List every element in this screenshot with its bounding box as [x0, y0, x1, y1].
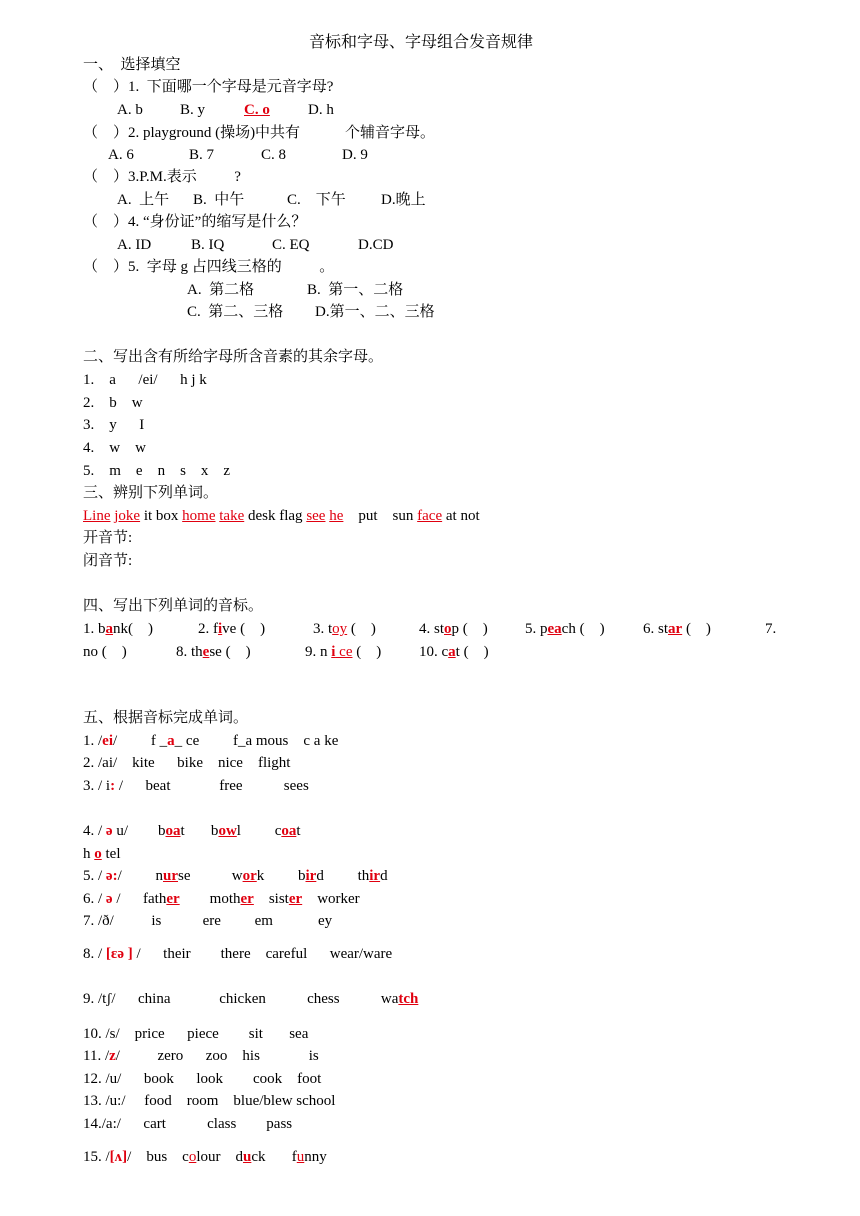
phonetic-item: no ( ) — [83, 644, 127, 660]
sound-row: 15. /[ʌ]/ bus colour duck funny — [83, 1149, 327, 1165]
sound-row: 11. /z/ zero zoo his is — [83, 1048, 319, 1064]
section5-heading: 五、根据音标完成单词。 — [83, 710, 249, 726]
q3-option-b: B. 中午 — [193, 192, 245, 208]
q3-option-c: C. 下午 — [287, 192, 346, 208]
sound-row: 13. /u:/ food room blue/blew school — [83, 1093, 336, 1109]
word-open: he — [329, 508, 344, 524]
phonetic-item: 1. bank( ) — [83, 621, 153, 637]
sound-row: 5. / ə:/ nurse work bird third — [83, 868, 388, 884]
q1-stem: （ ）1. 下面哪一个字母是元音字母? — [83, 79, 334, 95]
q3-option-d: D.晚上 — [381, 192, 426, 208]
section1-heading: 一、 选择填空 — [83, 57, 181, 73]
word-closed: put sun — [343, 508, 418, 524]
section2-item: 1. a /ei/ h j k — [83, 372, 207, 388]
sound-row: 2. /ai/ kite bike nice flight — [83, 755, 291, 771]
q5-option-a: A. 第二格 — [187, 282, 255, 298]
word-open: face — [417, 508, 443, 524]
q4-stem: （ ）4. “身份证”的缩写是什么？ — [83, 214, 307, 230]
word-open: take — [219, 508, 245, 524]
section2-item: 3. y I — [83, 417, 145, 433]
phonetic-item: 2. five ( ) — [198, 621, 266, 637]
phonetic-item: 9. n i ce ( ) — [305, 644, 382, 660]
sound-row: 10. /s/ price piece sit sea — [83, 1026, 309, 1042]
q1-option-b: B. y — [180, 102, 206, 118]
word-closed: at not — [442, 508, 480, 524]
q5-option-d: D.第一、二、三格 — [315, 304, 435, 320]
section2-item: 2. b w — [83, 395, 143, 411]
sound-row: 3. / i: / beat free sees — [83, 778, 309, 794]
q4-option-b: B. IQ — [191, 237, 225, 253]
q2-option-d: D. 9 — [342, 147, 368, 163]
word-closed: it box — [140, 508, 183, 524]
q4-option-a: A. ID — [117, 237, 152, 253]
word-open: home — [182, 508, 216, 524]
q5-stem: （ ）5. 字母 g 占四线三格的 。 — [83, 259, 335, 275]
q2-option-a: A. 6 — [108, 147, 134, 163]
section2-item: 5. m e n s x z — [83, 463, 231, 479]
word-closed: desk flag — [244, 508, 307, 524]
word-list — [83, 506, 480, 526]
word-open: see — [306, 508, 326, 524]
sound-row: 7. /ð/ is ere em ey — [83, 913, 333, 929]
q2-option-b: B. 7 — [189, 147, 215, 163]
sound-row: h o tel — [83, 846, 121, 862]
section2-item: 4. w w — [83, 440, 146, 456]
page-title: 音标和字母、字母组合发音规律 — [309, 34, 534, 51]
phonetic-item: 8. these ( ) — [176, 644, 251, 660]
phonetic-item: 10. cat ( ) — [419, 644, 489, 660]
sound-row: 1. /ei/ f _a_ ce f_a mous c a ke — [83, 733, 339, 749]
section2-heading: 二、写出含有所给字母所含音素的其余字母。 — [83, 349, 384, 365]
q1-option-a: A. b — [117, 102, 143, 118]
q5-option-b: B. 第一、二格 — [307, 282, 404, 298]
sound-row: 6. / ə / father mother sister worker — [83, 891, 360, 907]
open-syllable-label: 开音节: — [83, 530, 133, 546]
q1-option-d: D. h — [308, 102, 334, 118]
phonetic-item: 3. toy ( ) — [313, 621, 376, 637]
sound-row: 9. /tʃ/ china chicken chess watch — [83, 991, 419, 1007]
section4-heading: 四、写出下列单词的音标。 — [83, 598, 264, 614]
phonetic-item: 7. — [765, 621, 777, 637]
sound-row: 14./a:/ cart class pass — [83, 1116, 293, 1132]
q4-option-c: C. EQ — [272, 237, 310, 253]
phonetic-item: 5. peach ( ) — [525, 621, 605, 637]
q4-option-d: D.CD — [358, 237, 394, 253]
closed-syllable-label: 闭音节: — [83, 553, 133, 569]
section3-heading: 三、辨别下列单词。 — [83, 485, 219, 501]
sound-row: 4. / ə u/ boat bowl coat — [83, 823, 301, 839]
sound-row: 12. /u/ book look cook foot — [83, 1071, 322, 1087]
q3-option-a: A. 上午 — [117, 192, 170, 208]
q1-option-c: C. o — [244, 102, 270, 118]
q5-option-c: C. 第二、三格 — [187, 304, 284, 320]
phonetic-item: 6. star ( ) — [643, 621, 711, 637]
q2-stem: （ ）2. playground (操场)中共有 个辅音字母。 — [83, 125, 436, 141]
word-open: joke — [114, 508, 141, 524]
q3-stem: （ ）3.P.M.表示 ? — [83, 169, 241, 185]
sound-row: 8. / [ɛə ] / their there careful wear/ware — [83, 946, 393, 962]
phonetic-item: 4. stop ( ) — [419, 621, 488, 637]
q2-option-c: C. 8 — [261, 147, 287, 163]
word-open: Line — [83, 508, 111, 524]
